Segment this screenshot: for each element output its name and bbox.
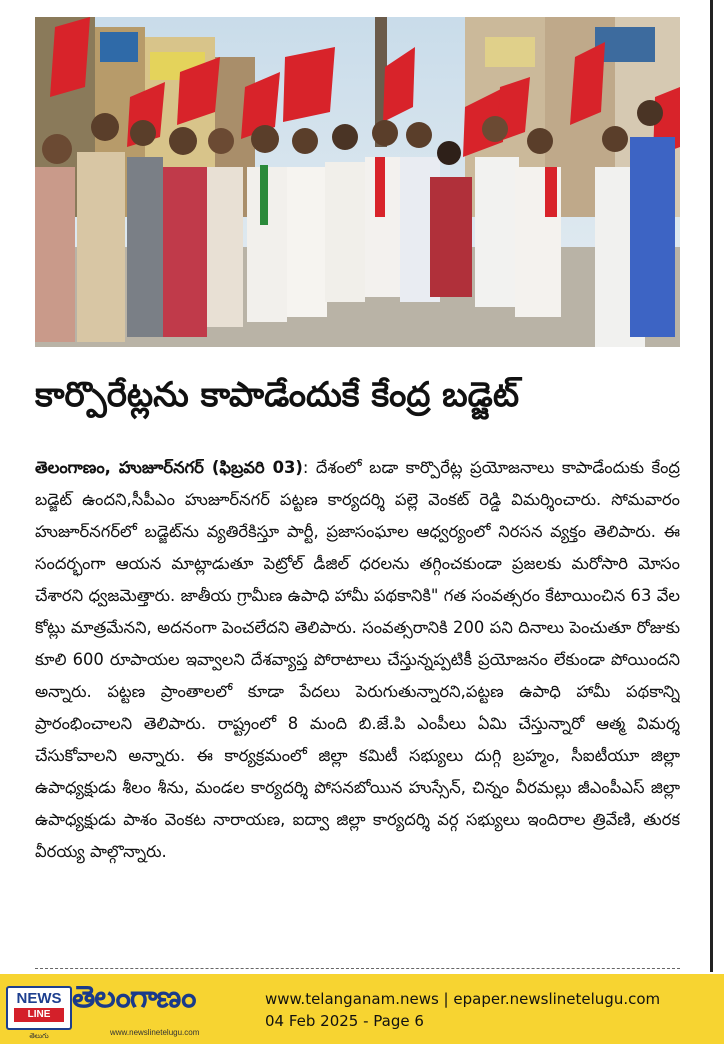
protest-photo-illustration: [35, 17, 680, 347]
newsline-logo-line: LINE: [14, 1008, 64, 1022]
newsline-logo-news: NEWS: [16, 990, 62, 1007]
page-footer: [0, 974, 724, 1044]
article-headline: కార్పొరేట్లను కాపాడేందుకే కేంద్ర బడ్జెట్: [35, 375, 520, 415]
article-body: [35, 452, 680, 952]
footer-date-page: 04 Feb 2025 - Page 6: [265, 1012, 424, 1030]
page-right-rule: [710, 0, 713, 972]
newsline-logo: [6, 986, 72, 1040]
newsline-logo-sub: తెలుగు: [29, 1032, 49, 1040]
telanganam-logo-text: తెలంగాణం: [72, 980, 196, 1015]
news-photo: [35, 17, 680, 347]
footer-urls: www.telanganam.news | epaper.newslinetelugu.com: [265, 990, 661, 1008]
article-text: : దేశంలో బడా కార్పొరేట్ల ప్రయోజనాలు కాపాడేందుకు కేంద్ర బడ్జెట్ ఉందని,సీపీఎం హుజూర్‌నగర్ పట్టణ కార్యదర్శి పల్లె వెంకట్ రెడ్డి విమర్శించారు. సోమవారం హుజూర్‌నగర్‌లో బడ్జెట్‌ను వ్యతిరేకిస్తూ పార్టీ, ప్రజాసంఘాల ఆధ్వర్యంలో నిరసన వ్యక్తం తెలిపారు. ఈ సందర్భంగా ఆయన మాట్లాడుతూ పెట్రోల్ డీజిల్ ధరలను తగ్గించకుండా ప్రజలకు మరోసారి మోసం చేశారని ధ్వజమెత్తారు. జాతీయ గ్రామీణ ఉపాధి హామీ పథకానికి" గత సంవత్సరం కేటాయించిన 63 వేల కోట్లు మాత్రమేనని, అదనంగా పెంచలేదని తెలిపారు. సంవత్సరానికి 200 పని దినాలు పెంచుతూ రోజుకు కూలి 600 రూపాయల ఇవ్వాలని దేశవ్యాప్త పోరాటాలు చేస్తున్నప్పటికీ ప్రయోజనం లేకుండా పోయిందని అన్నారు. పట్టణ ప్రాంతాలలో కూడా పేదలు పెరుగుతున్నారని,పట్టణ ఉపాధి హామీ పథకాన్ని ప్రారంభించాలని తెలిపారు. రాష్ట్రంలో 8 మంది బి.జే.పి ఎంపీలు ఏమి చేస్తున్నారో ఆత్మ విమర్శ చేసుకోవాలని అన్నారు. ఈ కార్యక్రమంలో జిల్లా కమిటీ సభ్యులు దుగ్గి బ్రహ్మం, సీఐటీయూ జిల్లా ఉపాధ్యక్షుడు శీలం శీను, మండల కార్యదర్శి పోసనబోయిన హుస్సేన్, చిన్నం వీరమల్లు జీఎంపీఎస్ జిల్లా ఉపాధ్యక్షుడు పాశం వెంకట నారాయణ, ఐద్వా జిల్లా కార్యదర్శి వర్గ సభ్యులు ఇందిరాల త్రివేణి, తురక వీరయ్య పాల్గొన్నారు.: [35, 458, 680, 861]
article-dateline: తెలంగాణం, హుజూర్‌నగర్ (ఫిబ్రవరి 03): [35, 458, 303, 477]
telanganam-logo: [72, 980, 247, 1037]
footer-divider: [35, 968, 680, 969]
telanganam-logo-url: www.newslinetelugu.com: [110, 1028, 200, 1037]
